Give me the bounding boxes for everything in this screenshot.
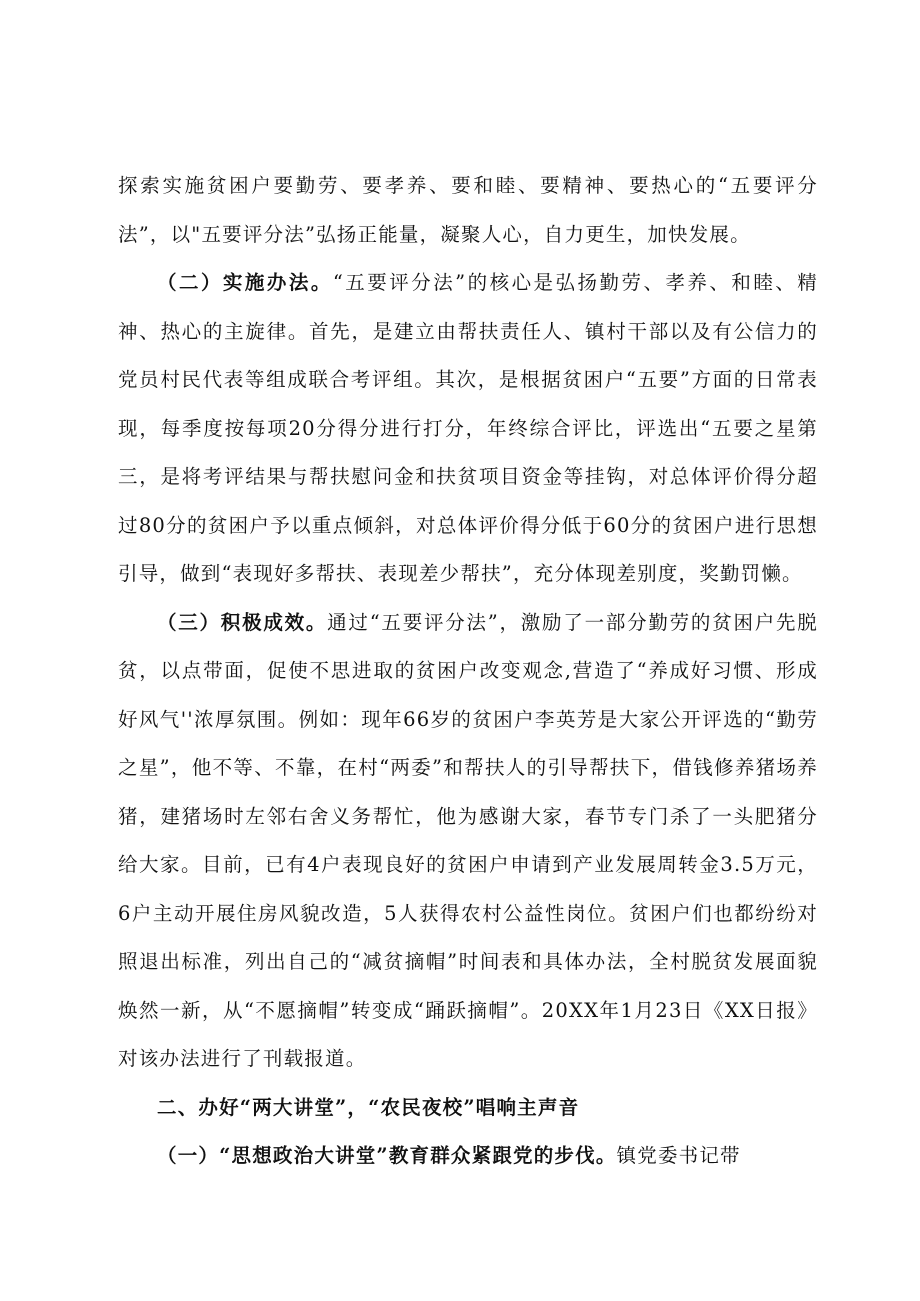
paragraph-lead-heading: （一）“思想政治大讲堂”教育群众紧跟党的步伐。 xyxy=(157,1144,617,1167)
paragraph-positive-results xyxy=(118,599,818,1084)
paragraph-political-lecture xyxy=(118,1132,818,1181)
paragraph-text: 通过“五要评分法”，激励了一部分勤劳的贫困户先脱贫，以点带面，促使不思进取的贫困户改变观念,营造了“养成好习惯、形成好风气''浓厚氛围。例如：现年66岁的贫困户李英芳是大家公开评选的“勤劳之星”，他不等、不靠，在村“两委”和帮扶人的引导帮扶下，借钱修养猪场养猪，建猪场时左邻右舍义务帮忙，他为感谢大家，春节专门杀了一头肥猪分给大家。目前，已有4户表现良好的贫困户申请到产业发展周转金3.5万元，6户主动开展住房风貌改造，5人获得农村公益性岗位。贫困户们也都纷纷对照退出标准，列出自己的“减贫摘帽”时间表和具体办法，全村脱贫发展面貌焕然一新，从“不愿摘帽”转变成“踊跃摘帽”。20XX年1月23日《XX日报》对该办法进行了刊载报道。 xyxy=(118,610,818,1070)
paragraph-implementation-method xyxy=(118,259,818,599)
section-heading: 二、办好“两大讲堂”，“农民夜校”唱响主声音 xyxy=(157,1095,580,1119)
paragraph-lead-heading: （二）实施办法。 xyxy=(157,271,333,294)
paragraph-text: “五要评分法”的核心是弘扬勤劳、孝养、和睦、精神、热心的主旋律。首先，是建立由帮扶责任人、镇村干部以及有公信力的党员村民代表等组成联合考评组。其次，是根据贫困户“五要”方面的日常表现，每季度按每项20分得分进行打分，年终综合评比，评选出“五要之星第三，是将考评结果与帮扶慰问金和扶贫项目资金等挂钩，对总体评价得分超过80分的贫困户予以重点倾斜，对总体评价得分低于60分的贫困户进行思想引导，做到“表现好多帮扶、表现差少帮扶”，充分体现差别度，奖勤罚懒。 xyxy=(118,271,818,585)
paragraph-lead-heading: （三）积极成效。 xyxy=(157,610,328,634)
paragraph-continuation xyxy=(118,162,818,259)
paragraph-text: 镇党委书记带 xyxy=(616,1144,741,1167)
paragraph-text: 探索实施贫困户要勤劳、要孝养、要和睦、要精神、要热心的“五要评分法”，以"五要评分法”弘扬正能量，凝聚人心，自力更生，加快发展。 xyxy=(118,174,818,246)
document-page xyxy=(118,162,818,1181)
